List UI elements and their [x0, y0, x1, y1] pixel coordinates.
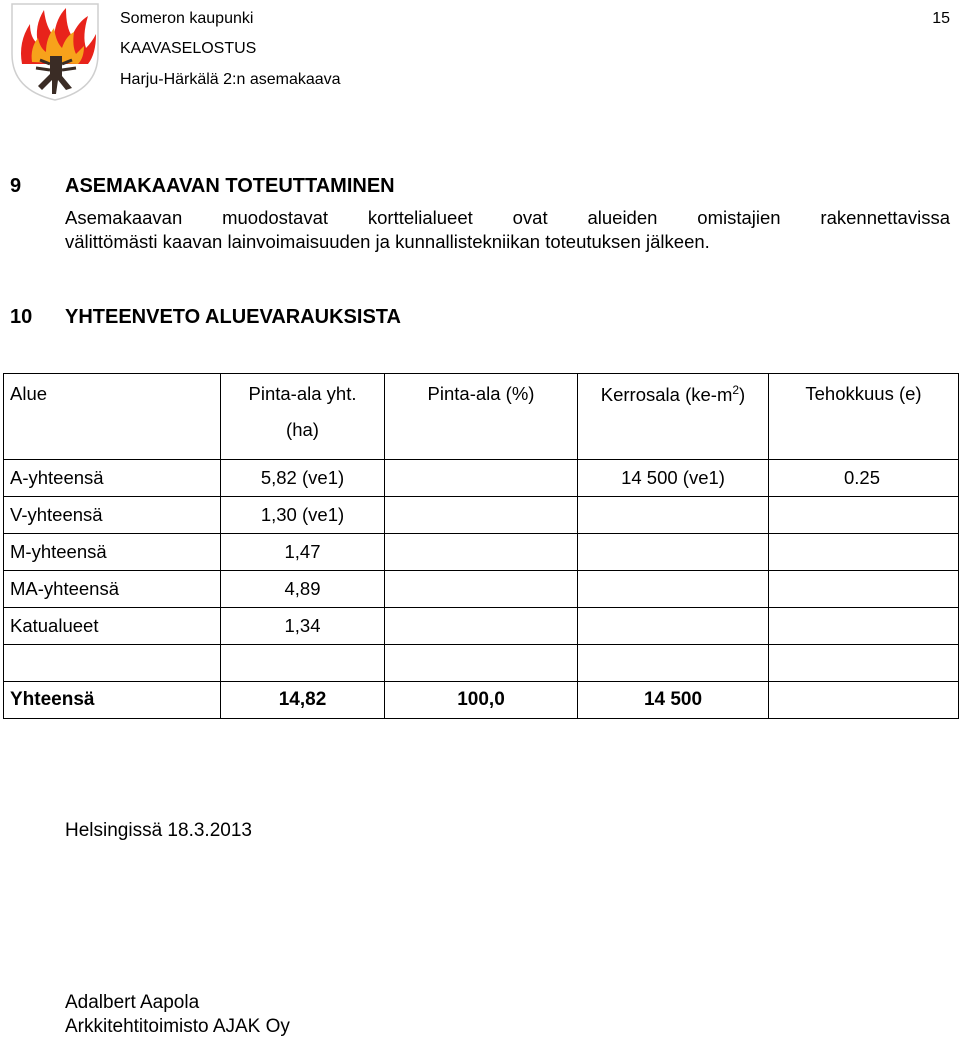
table-header-row: [4, 374, 959, 460]
place-date: Helsingissä 18.3.2013: [65, 820, 252, 841]
cell-pct: [385, 460, 578, 497]
cell-kerrosala: [578, 534, 769, 571]
header-plan-name: Harju-Härkälä 2:n asemakaava: [120, 71, 341, 88]
header-kerrosala: [578, 374, 769, 460]
cell-ha: [221, 645, 385, 682]
page-number: 15: [932, 10, 950, 27]
header-pinta-ala-unit: (ha): [286, 419, 319, 440]
header-municipality: Someron kaupunki: [120, 10, 254, 27]
cell-alue: V-yhteensä: [4, 497, 221, 534]
cell-alue: M-yhteensä: [4, 534, 221, 571]
cell-alue: MA-yhteensä: [4, 571, 221, 608]
table-row: [4, 497, 959, 534]
header-pinta-ala-pct: Pinta-ala (%): [385, 374, 578, 460]
table-row: [4, 608, 959, 645]
cell-pct: [385, 571, 578, 608]
header-kerrosala-sup: 2: [732, 383, 740, 397]
table-total-row: [4, 682, 959, 719]
signer-company: Arkkitehtitoimisto AJAK Oy: [65, 1016, 290, 1037]
cell-ha: 4,89: [221, 571, 385, 608]
header-kerrosala-post: ): [739, 384, 746, 406]
total-tehokkuus: [769, 682, 959, 719]
table-row: [4, 571, 959, 608]
cell-kerrosala: [578, 608, 769, 645]
table-row: [4, 645, 959, 682]
cell-pct: [385, 497, 578, 534]
cell-alue: A-yhteensä: [4, 460, 221, 497]
section-9-heading: [10, 175, 395, 198]
coat-of-arms-icon: [10, 2, 100, 102]
cell-pct: [385, 645, 578, 682]
cell-tehokkuus: [769, 534, 959, 571]
cell-pct: [385, 534, 578, 571]
cell-tehokkuus: [769, 608, 959, 645]
section-number: 9: [10, 175, 22, 197]
signer-name: Adalbert Aapola: [65, 992, 200, 1013]
cell-pct: [385, 608, 578, 645]
header-kerrosala-pre: Kerrosala (ke-m: [600, 384, 733, 406]
cell-kerrosala: [578, 645, 769, 682]
total-pct: 100,0: [385, 682, 578, 719]
cell-tehokkuus: [769, 571, 959, 608]
cell-ha: 1,34: [221, 608, 385, 645]
table-row: [4, 460, 959, 497]
header-doc-type: KAAVASELOSTUS: [120, 40, 257, 57]
total-kerrosala: 14 500: [578, 682, 769, 719]
cell-ha: 1,47: [221, 534, 385, 571]
cell-tehokkuus: [769, 645, 959, 682]
cell-tehokkuus: [769, 497, 959, 534]
section-9-paragraph: [65, 206, 950, 254]
header-pinta-ala-line: Pinta-ala yht.: [248, 383, 357, 404]
header-alue: Alue: [4, 374, 221, 460]
section-title: ASEMAKAAVAN TOTEUTTAMINEN: [65, 175, 395, 197]
cell-kerrosala: 14 500 (ve1): [578, 460, 769, 497]
cell-alue: Katualueet: [4, 608, 221, 645]
cell-tehokkuus: 0.25: [769, 460, 959, 497]
cell-ha: 1,30 (ve1): [221, 497, 385, 534]
cell-kerrosala: [578, 571, 769, 608]
section-number: 10: [10, 306, 33, 328]
paragraph-line: välittömästi kaavan lainvoimaisuuden ja kunnallistekniikan toteutuksen jälkeen.: [65, 231, 710, 252]
paragraph-line: Asemakaavan muodostavat korttelialueet ovat alueiden omistajien rakennettavissa: [65, 207, 950, 228]
total-alue: Yhteensä: [4, 682, 221, 719]
table-row: [4, 534, 959, 571]
cell-kerrosala: [578, 497, 769, 534]
header-pinta-ala: [221, 374, 385, 460]
area-summary-table: [3, 373, 959, 719]
cell-alue: [4, 645, 221, 682]
cell-ha: 5,82 (ve1): [221, 460, 385, 497]
total-ha: 14,82: [221, 682, 385, 719]
section-title: YHTEENVETO ALUEVARAUKSISTA: [65, 306, 401, 328]
section-10-heading: [10, 306, 401, 329]
header-tehokkuus: Tehokkuus (e): [769, 374, 959, 460]
